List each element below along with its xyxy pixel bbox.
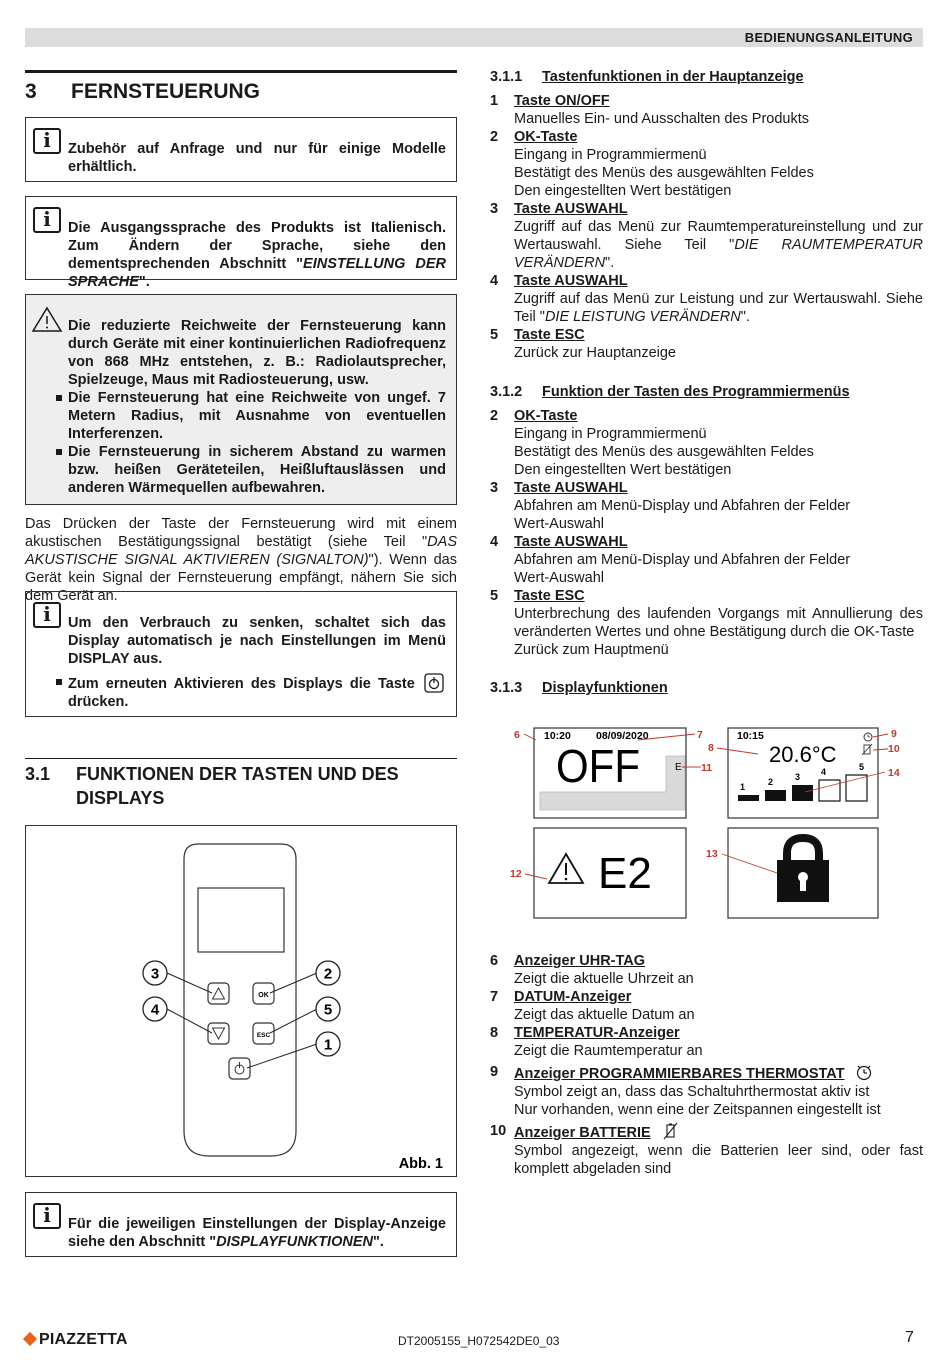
info-text-post: ". [372, 1234, 384, 1250]
clock-text: 10:15 [737, 730, 764, 742]
callout-11: 11 [701, 762, 713, 774]
level-label: 3 [795, 772, 801, 782]
warning-icon [31, 305, 63, 333]
svg-text:2: 2 [323, 965, 333, 983]
item-number: 2 [490, 408, 499, 424]
item-line: Zeigt die aktuelle Uhrzeit an [514, 971, 694, 987]
svg-text:3: 3 [150, 965, 160, 983]
item-line: Eingang in Programmiermenü [514, 147, 707, 163]
display-item [490, 952, 923, 988]
info-box-display-settings [25, 1192, 457, 1257]
key-item [490, 92, 923, 128]
info-text: Um den Verbrauch zu senken, schaltet sich das Display automatisch je nach Einstellungen im Menü DISPLAY aus. [68, 615, 446, 667]
item-title: Taste AUSWAHL [514, 534, 628, 550]
item-title: Anzeiger PROGRAMMIERBARES THERMOSTAT [514, 1066, 845, 1082]
brand-name: PIAZZETTA [39, 1331, 128, 1348]
info-icon: i [33, 602, 61, 628]
document-code: DT2005155_H072542DE0_03 [398, 1334, 560, 1348]
item-number: 3 [490, 480, 499, 496]
display-off [534, 728, 686, 818]
info-text: Zubehör auf Anfrage und nur für einige Modelle erhältlich. [68, 141, 446, 175]
subsubsection-title: Displayfunktionen [542, 680, 668, 696]
item-title: Anzeiger BATTERIE [514, 1125, 651, 1141]
item-text: Unterbrechung des laufenden Vorgangs mit Annullierung des veränderten Wertes und ohne Bestätigung durch die OK-Taste [514, 606, 923, 640]
item-line: Manuelles Ein- und Ausschalten des Produkts [514, 111, 810, 127]
item-title: Anzeiger UHR-TAG [514, 953, 646, 969]
item-line: Nur vorhanden, wenn eine der Zeitspannen eingestellt ist [514, 1102, 881, 1118]
item-line: Zeigt das aktuelle Datum an [514, 1007, 695, 1023]
item-text-pre: Zugriff auf das Menü zur Leistung und zur Wertauswahl. Siehe Teil " [514, 291, 923, 325]
item-line: Bestätigt des Menüs des ausgewählten Feldes [514, 165, 814, 181]
bullet-text-pre: Zum erneuten Aktivieren des Displays die Taste [68, 676, 415, 692]
info-text [68, 1215, 446, 1251]
info-box-display [25, 591, 457, 717]
section-3-1-2 [490, 383, 923, 659]
key-item [490, 407, 923, 479]
callout-1 [316, 1032, 340, 1056]
key-item [490, 272, 923, 326]
item-line: Eingang in Programmiermenü [514, 426, 707, 442]
item-title: Taste AUSWAHL [514, 480, 628, 496]
callout-7: 7 [697, 729, 703, 741]
callout-8: 8 [708, 742, 714, 754]
level-label: 2 [768, 777, 774, 787]
info-text-post: ". [138, 274, 150, 290]
figure-remote [25, 825, 457, 1177]
warning-lead: Die reduzierte Reichweite der Fernsteuerung kann durch Geräte mit einer kontinuierlichen Radiofrequenz von 868 MHz entstehen, z. B.: Radiolautsprecher, Spielzeuge, Maus mit Radiosteuerung, usw. [68, 318, 446, 388]
subsection-title: FUNKTIONEN DER TASTEN UND DES DISPLAYS [76, 764, 399, 808]
item-title: TEMPERATUR-Anzeiger [514, 1025, 680, 1041]
brand-logo [25, 1331, 128, 1349]
item-number: 5 [490, 588, 499, 604]
item-number: 4 [490, 273, 499, 289]
remote-control-drawing [26, 826, 456, 1176]
bullet-text: Die Fernsteuerung in sicherem Abstand zu warmen bzw. heißen Geräteteilen, Heißluftauslässen und anderen Wärmequellen aufbewahren. [68, 444, 446, 496]
subsubsection-title: Funktion der Tasten des Programmiermenüs [542, 384, 850, 400]
level-label: 4 [821, 767, 827, 777]
display-item [490, 1024, 923, 1060]
page-number: 7 [905, 1329, 914, 1346]
key-item [490, 479, 923, 533]
bullet-icon [56, 395, 62, 401]
item-number: 7 [490, 989, 499, 1005]
subsubsection-heading [490, 68, 923, 86]
key-item [490, 533, 923, 587]
power-button-icon [424, 673, 444, 693]
clock-text: 10:20 [544, 730, 571, 742]
display-item [490, 1063, 923, 1119]
e-indicator: E [675, 762, 682, 773]
item-number: 8 [490, 1025, 499, 1041]
subsubsection-number: 3.1.2 [490, 384, 523, 400]
item-number: 2 [490, 129, 499, 145]
item-title: DATUM-Anzeiger [514, 989, 632, 1005]
item-title: Taste ON/OFF [514, 93, 610, 109]
section-number: 3 [25, 80, 37, 103]
subsubsection-number: 3.1.3 [490, 680, 523, 696]
paragraph-pre: Das Drücken der Taste der Fernsteuerung wird mit einem akustischen Bestätigungssignal bestätigt (siehe Teil " [25, 516, 457, 550]
item-number: 9 [490, 1064, 499, 1080]
section-3-1-3 [490, 679, 923, 697]
item-number: 10 [490, 1123, 507, 1139]
level-label: 1 [740, 782, 746, 792]
date-text: 08/09/2020 [596, 730, 649, 742]
info-text [68, 219, 446, 291]
item-text: Symbol angezeigt, wenn die Batterien leer sind, oder fast komplett abgeladen sind [514, 1143, 923, 1177]
info-text-pre: Für die jeweiligen Einstellungen der Display-Anzeige siehe den Abschnitt " [68, 1216, 446, 1250]
info-text-em: DISPLAYFUNKTIONEN [216, 1234, 373, 1250]
svg-text:4: 4 [150, 1001, 160, 1019]
item-line: Zurück zur Hauptanzeige [514, 345, 676, 361]
item-title: Taste AUSWAHL [514, 201, 628, 217]
off-text: OFF [556, 740, 640, 792]
warning-box [25, 294, 457, 505]
info-icon: i [33, 1203, 61, 1229]
item-text [514, 290, 923, 326]
display-function-list [490, 952, 923, 1178]
info-text-em: EINSTELLUNG DER SPRACHE [68, 256, 446, 290]
temperature-text: 20.6°C [769, 742, 837, 767]
item-line: Abfahren am Menü-Display und Abfahren der Felder [514, 552, 851, 568]
item-text-pre: Zugriff auf das Menü zur Raumtemperatureinstellung und zur Wertauswahl. Siehe Teil " [514, 219, 923, 253]
subsubsection-title: Tastenfunktionen in der Hauptanzeige [542, 69, 804, 85]
up-button [208, 983, 229, 1004]
section-title: FERNSTEUERUNG [71, 80, 261, 103]
svg-text:5: 5 [323, 1001, 333, 1019]
power-level-bar [819, 780, 840, 801]
item-text-em: DIE LEISTUNG VERÄNDERN [544, 309, 741, 325]
subsubsection-heading [490, 383, 923, 401]
callout-4 [143, 997, 167, 1021]
info-box-accessory [25, 117, 457, 182]
display-item [490, 988, 923, 1024]
callout-2 [316, 961, 340, 985]
section-3-1-1 [490, 68, 923, 362]
item-number: 5 [490, 327, 499, 343]
item-line: Bestätigt des Menüs des ausgewählten Feldes [514, 444, 814, 460]
warning-bullet [68, 389, 446, 443]
callout-3 [143, 961, 167, 985]
callout-12: 12 [510, 868, 522, 880]
brand-logo-icon [23, 1332, 37, 1346]
item-title: OK-Taste [514, 408, 578, 424]
svg-text:1: 1 [323, 1036, 333, 1054]
display-illustrations [490, 720, 923, 925]
item-line: Den eingestellten Wert bestätigen [514, 183, 732, 199]
item-line: Abfahren am Menü-Display und Abfahren der Felder [514, 498, 851, 514]
display-error [534, 828, 686, 918]
item-number: 6 [490, 953, 499, 969]
bullet-text: Die Fernsteuerung hat eine Reichweite von ungef. 7 Metern Radius, mit Ausnahme von eventuellen Interferenzen. [68, 390, 446, 442]
key-item [490, 587, 923, 659]
svg-text:ESC: ESC [256, 1032, 271, 1039]
section-heading [25, 70, 457, 105]
power-level-bar [792, 785, 813, 801]
manual-title: BEDIENUNGSANLEITUNG [744, 30, 913, 45]
subsection-number: 3.1 [25, 764, 51, 784]
item-line: Wert-Auswahl [514, 516, 604, 532]
key-item [490, 200, 923, 272]
info-icon: i [33, 207, 61, 233]
ok-button [253, 983, 274, 1004]
bullet-text-post: drücken. [68, 694, 129, 710]
item-title: Taste ESC [514, 327, 585, 343]
item-text-post: ". [605, 255, 615, 271]
item-title: Taste ESC [514, 588, 585, 604]
subsubsection-number: 3.1.1 [490, 69, 523, 85]
down-button [208, 1023, 229, 1044]
item-line: Symbol zeigt an, dass das Schaltuhrthermostat aktiv ist [514, 1084, 870, 1100]
item-text [514, 218, 923, 272]
bullet-icon [56, 679, 62, 685]
display-lock [728, 828, 878, 918]
error-code: E2 [598, 849, 652, 898]
power-button [229, 1058, 250, 1079]
warning-bullet [68, 443, 446, 497]
paragraph-em: DAS AKUSTISCHE SIGNAL AKTIVIEREN (SIGNALTON) [25, 534, 457, 568]
item-line: Zeigt die Raumtemperatur an [514, 1043, 703, 1059]
info-box-language [25, 196, 457, 290]
display-item [490, 1122, 923, 1178]
figure-caption: Abb. 1 [398, 1156, 443, 1172]
paragraph-post: "). Wenn das Gerät kein Signal der Fernsteuerung empfängt, nähern Sie sich dem Gerät an. [25, 552, 457, 604]
item-line: Wert-Auswahl [514, 570, 604, 586]
item-title: OK-Taste [514, 129, 578, 145]
item-number: 3 [490, 201, 499, 217]
item-line: Zurück zum Hauptmenü [514, 642, 669, 658]
battery-icon [661, 1122, 679, 1140]
alarm-clock-icon [855, 1063, 873, 1081]
callout-5 [316, 997, 340, 1021]
bullet-icon [56, 449, 62, 455]
power-level-bar [738, 795, 759, 801]
item-text-em: DIE RAUMTEMPERATUR VERÄNDERN [514, 237, 923, 271]
info-text-pre: Die Ausgangssprache des Produkts ist Italienisch. Zum Ändern der Sprache, siehe den dementsprechenden Abschnitt " [68, 220, 446, 272]
item-title: Taste AUSWAHL [514, 273, 628, 289]
header-bar [25, 28, 923, 47]
key-item [490, 128, 923, 200]
subsubsection-heading [490, 679, 923, 697]
callout-6: 6 [514, 729, 520, 741]
callout-14: 14 [888, 767, 900, 779]
info-icon: i [33, 128, 61, 154]
item-number: 4 [490, 534, 499, 550]
info-bullet [68, 673, 446, 711]
level-label: 5 [859, 762, 865, 772]
item-text-post: ". [740, 309, 750, 325]
svg-text:OK: OK [258, 992, 269, 999]
esc-button [253, 1023, 274, 1044]
item-line: Den eingestellten Wert bestätigen [514, 462, 732, 478]
item-number: 1 [490, 93, 499, 109]
display-figures [490, 720, 923, 925]
display-main [728, 728, 878, 818]
callout-13: 13 [706, 848, 718, 860]
subsection-heading [25, 758, 457, 810]
callout-10: 10 [888, 743, 900, 755]
callout-9: 9 [891, 728, 897, 740]
power-level-bar [765, 790, 786, 801]
key-item [490, 326, 923, 362]
